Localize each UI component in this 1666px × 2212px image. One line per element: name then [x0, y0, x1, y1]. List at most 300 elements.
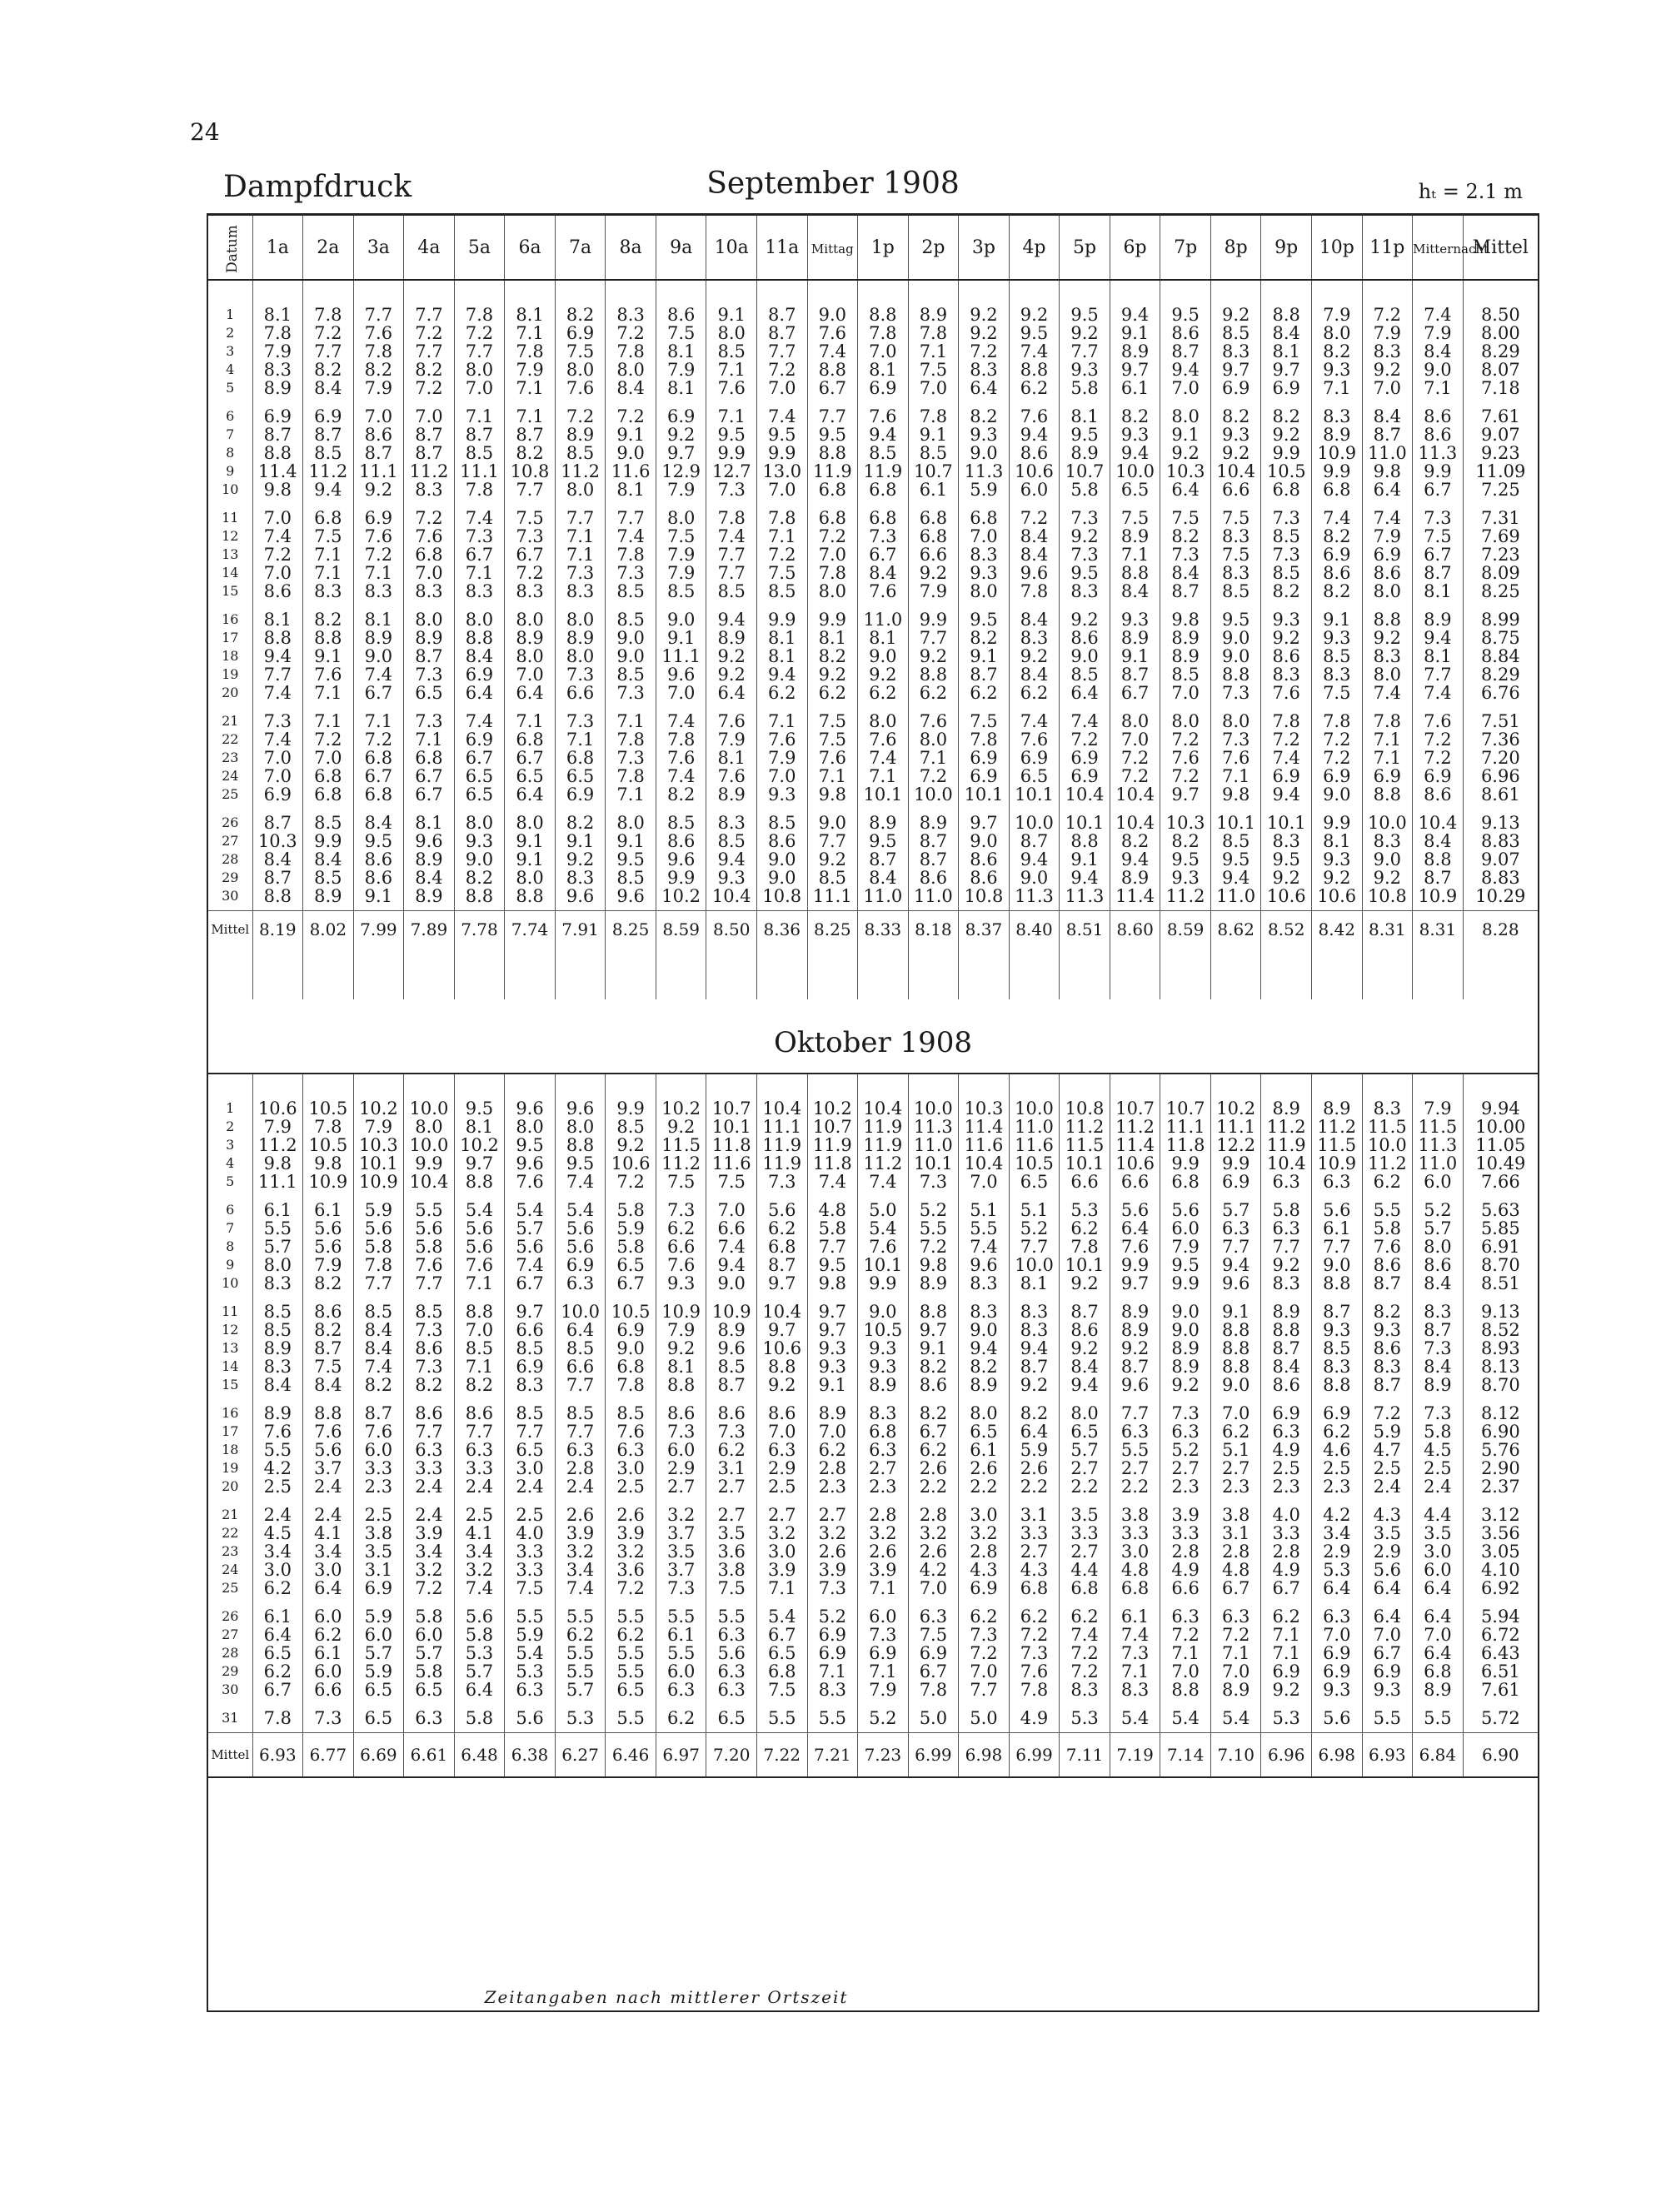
vapor-pressure-value: 8.29: [1480, 665, 1520, 685]
vapor-pressure-value: 8.5: [768, 581, 796, 601]
vapor-pressure-value: 5.6: [1323, 1708, 1351, 1728]
value-cell: [555, 809, 606, 911]
vapor-pressure-value: 8.61: [1480, 785, 1520, 805]
vapor-pressure-value: 7.3: [666, 1578, 696, 1598]
vapor-pressure-value: 8.6: [1171, 323, 1200, 343]
vapor-pressure-value: 11.0: [914, 1135, 953, 1155]
vapor-pressure-value: 8.6: [1424, 785, 1452, 805]
vapor-pressure-value: 11.0: [1367, 443, 1407, 463]
value-cell: [404, 1196, 455, 1298]
vapor-pressure-value: 8.0: [616, 360, 645, 380]
vapor-pressure-value: 8.7: [263, 868, 292, 888]
vapor-pressure-value: 5.9: [1020, 1440, 1049, 1460]
value-cell: [1261, 280, 1312, 402]
vapor-pressure-value: 10.0: [561, 1302, 600, 1322]
column-header: Mittel: [1463, 216, 1538, 280]
vapor-pressure-value: 9.4: [1221, 1255, 1250, 1275]
vapor-pressure-value: 8.6: [1070, 1320, 1099, 1340]
vapor-pressure-value: 3.9: [869, 1560, 897, 1580]
vapor-pressure-value: 10.3: [257, 831, 297, 851]
vapor-pressure-value: 6.43: [1480, 1643, 1520, 1663]
vapor-pressure-value: 11.0: [863, 886, 903, 906]
vapor-pressure-value: 5.9: [364, 1200, 393, 1220]
mittel-value: 7.14: [1160, 1733, 1211, 1777]
mittel-value: 7.22: [756, 1733, 807, 1777]
vapor-pressure-value: 5.5: [263, 1440, 292, 1460]
vapor-pressure-value: 8.3: [516, 581, 544, 601]
vapor-pressure-value: 6.6: [1171, 1578, 1200, 1598]
vapor-pressure-value: 6.8: [1020, 1578, 1049, 1598]
day-number: 26: [222, 815, 239, 830]
vapor-pressure-value: 8.3: [1272, 665, 1300, 685]
vapor-pressure-value: 10.3: [964, 1099, 1004, 1118]
vapor-pressure-value: 5.8: [1373, 1218, 1402, 1238]
vapor-pressure-value: 2.3: [869, 1477, 897, 1497]
vapor-pressure-value: 7.3: [263, 711, 292, 731]
value-cell: [606, 809, 656, 911]
value-cell: [353, 1399, 404, 1501]
vapor-pressure-value: 9.3: [818, 1338, 846, 1358]
value-cell: [404, 707, 455, 809]
vapor-pressure-value: 7.7: [516, 1422, 544, 1442]
value-cell: [606, 402, 656, 504]
vapor-pressure-value: 9.4: [1020, 1338, 1049, 1358]
vapor-pressure-value: 6.7: [1221, 1578, 1250, 1598]
mittel-value: 8.02: [303, 911, 354, 949]
vapor-pressure-value: 9.3: [768, 785, 796, 805]
vapor-pressure-value: 3.3: [516, 1542, 544, 1562]
day-number: 27: [222, 1627, 239, 1642]
vapor-pressure-value: 12.7: [711, 461, 751, 481]
value-cell: [1160, 605, 1211, 707]
vapor-pressure-value: 6.2: [1020, 683, 1049, 703]
vapor-pressure-value: 8.0: [465, 360, 494, 380]
vapor-pressure-value: 8.5: [1221, 831, 1250, 851]
value-cell: [454, 707, 505, 809]
value-cell: [505, 809, 556, 911]
vapor-pressure-value: 7.3: [516, 526, 544, 546]
column-header: 2a: [303, 216, 354, 280]
vapor-pressure-value: 7.6: [869, 730, 897, 750]
vapor-pressure-value: 9.4: [1070, 868, 1099, 888]
vapor-pressure-value: 7.6: [1171, 748, 1200, 768]
vapor-pressure-value: 8.9: [1221, 1680, 1250, 1700]
value-cell: [454, 1196, 505, 1298]
vapor-pressure-value: 7.1: [869, 766, 897, 786]
spacer-cell: [208, 948, 252, 999]
vapor-pressure-value: 8.9: [1120, 628, 1150, 648]
vapor-pressure-value: 6.2: [1373, 1172, 1402, 1192]
vapor-pressure-value: 8.9: [1120, 341, 1150, 361]
vapor-pressure-value: 5.9: [364, 1607, 393, 1627]
value-cell: [656, 1704, 706, 1733]
vapor-pressure-value: 9.6: [717, 1338, 746, 1358]
spacer-cell: [1060, 948, 1110, 999]
vapor-pressure-value: 5.2: [869, 1708, 897, 1728]
vapor-pressure-value: 7.6: [768, 730, 796, 750]
vapor-pressure-value: 6.4: [1323, 1578, 1351, 1598]
spacer-cell: [706, 948, 757, 999]
vapor-pressure-value: 8.4: [1020, 545, 1049, 565]
value-cell: [1009, 1298, 1060, 1399]
value-cell: [1463, 402, 1538, 504]
row-group: [208, 1196, 1538, 1298]
vapor-pressure-value: 8.7: [1070, 1302, 1099, 1322]
vapor-pressure-value: 7.7: [364, 305, 393, 325]
vapor-pressure-value: 3.8: [717, 1560, 746, 1580]
vapor-pressure-value: 9.2: [364, 480, 393, 500]
vapor-pressure-value: 2.2: [919, 1477, 948, 1497]
spacer-row: [208, 948, 1538, 999]
vapor-pressure-value: 8.8: [263, 886, 292, 906]
vapor-pressure-value: 6.9: [1373, 766, 1402, 786]
column-header: 11p: [1362, 216, 1413, 280]
mittel-value: 8.25: [606, 911, 656, 949]
vapor-pressure-value: 4.3: [1373, 1505, 1402, 1525]
vapor-pressure-value: 6.2: [666, 1708, 696, 1728]
day-number: 4: [226, 361, 235, 377]
vapor-pressure-value: 6.9: [1221, 378, 1250, 398]
vapor-pressure-value: 10.4: [1115, 813, 1155, 833]
vapor-pressure-value: 10.9: [711, 1302, 751, 1322]
vapor-pressure-value: 11.2: [308, 461, 348, 481]
vapor-pressure-value: 9.0: [970, 443, 998, 463]
vapor-pressure-value: 8.3: [1020, 628, 1049, 648]
vapor-pressure-value: 7.1: [465, 406, 494, 426]
footer-area: [208, 1776, 1538, 1878]
vapor-pressure-value: 8.2: [1323, 341, 1351, 361]
vapor-pressure-value: 8.75: [1480, 628, 1520, 648]
mittel-value: 6.38: [505, 1733, 556, 1777]
vapor-pressure-value: 9.2: [1171, 443, 1200, 463]
day-number: 28: [222, 851, 239, 867]
value-cell: [1160, 504, 1211, 605]
vapor-pressure-value: 6.6: [566, 1357, 595, 1377]
vapor-pressure-value: 7.3: [1424, 508, 1452, 528]
vapor-pressure-value: 10.5: [863, 1320, 903, 1340]
value-cell: [1060, 605, 1110, 707]
vapor-pressure-value: 9.1: [516, 849, 544, 869]
vapor-pressure-value: 8.0: [465, 610, 494, 630]
value-cell: [454, 504, 505, 605]
vapor-pressure-value: 9.0: [818, 305, 846, 325]
vapor-pressure-value: 3.8: [364, 1523, 393, 1543]
vapor-pressure-value: 9.6: [566, 1099, 595, 1118]
vapor-pressure-value: 3.0: [1120, 1542, 1150, 1562]
value-cell: [908, 1602, 959, 1704]
value-cell: [1261, 1298, 1312, 1399]
vapor-pressure-value: 8.7: [768, 1255, 796, 1275]
vapor-pressure-value: 8.7: [768, 305, 796, 325]
value-cell: [1160, 707, 1211, 809]
day-number: 13: [222, 1340, 239, 1356]
vapor-pressure-value: 9.7: [818, 1320, 846, 1340]
vapor-pressure-value: 7.4: [364, 665, 393, 685]
value-cell: [1060, 504, 1110, 605]
vapor-pressure-value: 4.8: [1120, 1560, 1150, 1580]
vapor-pressure-value: 9.8: [818, 1273, 846, 1293]
vapor-pressure-value: 7.8: [919, 406, 948, 426]
value-cell: [555, 280, 606, 402]
vapor-pressure-value: 6.8: [919, 508, 948, 528]
vapor-pressure-value: 7.0: [869, 341, 897, 361]
vapor-pressure-value: 8.6: [1373, 1255, 1402, 1275]
vapor-pressure-value: 9.4: [1070, 1375, 1099, 1395]
vapor-pressure-value: 10.0: [1015, 813, 1054, 833]
vapor-pressure-value: 9.2: [717, 665, 746, 685]
vapor-pressure-value: 5.7: [1424, 1218, 1452, 1238]
vapor-pressure-value: 8.1: [818, 628, 846, 648]
value-cell: [959, 1704, 1010, 1733]
value-cell: [1110, 1602, 1160, 1704]
vapor-pressure-value: 6.4: [465, 1680, 494, 1700]
value-cell: [858, 280, 909, 402]
vapor-pressure-value: 5.6: [465, 1237, 494, 1257]
vapor-pressure-value: 8.4: [314, 1375, 342, 1395]
vapor-pressure-value: 7.1: [1171, 1643, 1200, 1663]
vapor-pressure-value: 6.7: [869, 545, 897, 565]
value-cell: [555, 504, 606, 605]
vapor-pressure-value: 5.7: [1221, 1200, 1250, 1220]
vapor-pressure-value: 7.2: [1020, 1625, 1049, 1645]
vapor-pressure-value: 9.6: [666, 849, 696, 869]
vapor-pressure-value: 6.8: [364, 748, 393, 768]
vapor-pressure-value: 8.2: [1373, 1302, 1402, 1322]
vapor-pressure-value: 7.0: [970, 526, 998, 546]
vapor-pressure-value: 5.7: [364, 1643, 393, 1663]
vapor-pressure-value: 3.12: [1480, 1505, 1520, 1525]
vapor-pressure-value: 9.2: [1373, 628, 1402, 648]
vapor-pressure-value: 7.9: [1373, 323, 1402, 343]
value-cell: [1463, 1298, 1538, 1399]
vapor-pressure-value: 6.2: [666, 1218, 696, 1238]
day-number: 31: [222, 1710, 239, 1726]
vapor-pressure-value: 4.8: [1221, 1560, 1250, 1580]
vapor-pressure-value: 6.2: [1020, 1607, 1049, 1627]
vapor-pressure-value: 8.9: [1272, 1099, 1300, 1118]
vapor-pressure-value: 7.5: [1221, 545, 1250, 565]
value-cell: [807, 605, 858, 707]
value-cell: [353, 707, 404, 809]
vapor-pressure-value: 6.0: [415, 1625, 443, 1645]
mittel-value: 8.18: [908, 911, 959, 949]
vapor-pressure-value: 8.50: [1480, 305, 1520, 325]
vapor-pressure-value: 8.2: [465, 1375, 494, 1395]
vapor-pressure-value: 7.2: [1272, 730, 1300, 750]
vapor-pressure-value: 7.4: [1373, 508, 1402, 528]
mittel-value: 8.37: [959, 911, 1010, 949]
vapor-pressure-value: 2.4: [465, 1477, 494, 1497]
vapor-pressure-value: 9.3: [1323, 1320, 1351, 1340]
vapor-pressure-value: 8.9: [717, 628, 746, 648]
vapor-pressure-value: 7.6: [1373, 1237, 1402, 1257]
vapor-pressure-value: 9.4: [1020, 849, 1049, 869]
value-cell: [505, 280, 556, 402]
value-cell: [1210, 1196, 1261, 1298]
vapor-pressure-value: 8.3: [1272, 831, 1300, 851]
vapor-pressure-value: 9.6: [516, 1099, 544, 1118]
vapor-pressure-value: 2.6: [566, 1505, 595, 1525]
vapor-pressure-value: 9.2: [1373, 868, 1402, 888]
vapor-pressure-value: 9.2: [919, 646, 948, 666]
vapor-pressure-value: 7.5: [666, 1172, 696, 1192]
day-number: 18: [222, 1442, 239, 1457]
vapor-pressure-value: 10.4: [1266, 1153, 1306, 1173]
day-number: 25: [222, 786, 239, 802]
vapor-pressure-value: 8.9: [919, 305, 948, 325]
vapor-pressure-value: 7.5: [516, 1578, 544, 1598]
vapor-pressure-value: 6.2: [768, 683, 796, 703]
vapor-pressure-value: 10.4: [711, 886, 751, 906]
vapor-pressure-value: 5.8: [818, 1218, 846, 1238]
vapor-pressure-value: 6.8: [314, 766, 342, 786]
vapor-pressure-value: 8.7: [1020, 1357, 1049, 1377]
vapor-pressure-value: 7.4: [465, 711, 494, 731]
vapor-pressure-value: 5.4: [1171, 1708, 1200, 1728]
vapor-pressure-value: 8.3: [1221, 563, 1250, 583]
vapor-pressure-value: 8.5: [616, 665, 645, 685]
vapor-pressure-value: 5.72: [1480, 1708, 1520, 1728]
value-cell: [1210, 280, 1261, 402]
vapor-pressure-value: 10.3: [1165, 461, 1205, 481]
day-number: 17: [222, 630, 239, 645]
vapor-pressure-value: 2.2: [970, 1477, 998, 1497]
day-number: 24: [222, 1562, 239, 1577]
station-height-note: hₜ = 2.1 m: [1418, 180, 1523, 203]
spacer-cell: [505, 948, 556, 999]
vapor-pressure-value: 3.3: [1070, 1523, 1099, 1543]
day-number: 19: [222, 666, 239, 682]
vapor-pressure-value: 8.0: [919, 730, 948, 750]
vapor-pressure-value: 8.0: [516, 646, 544, 666]
vapor-pressure-value: 5.3: [465, 1643, 494, 1663]
vapor-pressure-value: 8.83: [1480, 868, 1520, 888]
vapor-pressure-value: 8.3: [970, 360, 998, 380]
vapor-pressure-value: 7.61: [1480, 1680, 1520, 1700]
vapor-pressure-value: 6.51: [1480, 1661, 1520, 1681]
vapor-pressure-value: 8.0: [516, 868, 544, 888]
day-number: 23: [222, 750, 239, 765]
mittel-value: 8.31: [1362, 911, 1413, 949]
vapor-pressure-value: 6.8: [768, 1661, 796, 1681]
day-number: 30: [222, 1681, 239, 1697]
vapor-pressure-value: 5.5: [1373, 1708, 1402, 1728]
mittel-value: 6.99: [1009, 1733, 1060, 1777]
value-cell: [1160, 1602, 1211, 1704]
vapor-pressure-value: 8.3: [1373, 1357, 1402, 1377]
vapor-pressure-value: 8.5: [717, 831, 746, 851]
vapor-pressure-value: 7.1: [1323, 378, 1351, 398]
vapor-pressure-value: 6.2: [919, 683, 948, 703]
vapor-pressure-value: 10.1: [863, 785, 903, 805]
vapor-pressure-value: 4.10: [1480, 1560, 1520, 1580]
vapor-pressure-value: 9.2: [1272, 1255, 1300, 1275]
vapor-pressure-value: 7.6: [717, 378, 746, 398]
vapor-pressure-value: 7.7: [1424, 665, 1452, 685]
value-cell: [807, 280, 858, 402]
vapor-pressure-value: 8.9: [869, 1375, 897, 1395]
vapor-pressure-value: 6.2: [1020, 378, 1049, 398]
value-cell: [505, 402, 556, 504]
vapor-pressure-value: 10.6: [1115, 1153, 1155, 1173]
vapor-pressure-value: 8.1: [666, 1357, 696, 1377]
column-header: 3p: [959, 216, 1010, 280]
vapor-pressure-value: 7.1: [1424, 378, 1452, 398]
vapor-pressure-value: 6.9: [1221, 1172, 1250, 1192]
vapor-pressure-value: 3.3: [1171, 1523, 1200, 1543]
vapor-pressure-value: 9.9: [818, 610, 846, 630]
vapor-pressure-value: 3.3: [364, 1458, 393, 1478]
value-cell: [1261, 1704, 1312, 1733]
vapor-pressure-value: 6.3: [869, 1440, 897, 1460]
vapor-pressure-value: 7.0: [516, 665, 544, 685]
vapor-pressure-value: 9.1: [919, 425, 948, 445]
column-header: 9p: [1261, 216, 1312, 280]
value-cell: [606, 1298, 656, 1399]
vapor-pressure-value: 7.2: [970, 1643, 998, 1663]
vapor-pressure-value: 5.6: [768, 1200, 796, 1220]
value-cell: [555, 1704, 606, 1733]
day-number-cell: [208, 280, 252, 402]
vapor-pressure-value: 7.8: [364, 1255, 393, 1275]
vapor-pressure-value: 8.3: [1424, 1302, 1452, 1322]
vapor-pressure-value: 7.3: [1424, 1338, 1452, 1358]
vapor-pressure-value: 9.4: [717, 1255, 746, 1275]
column-header: 6p: [1110, 216, 1160, 280]
vapor-pressure-value: 6.9: [666, 406, 696, 426]
vapor-pressure-value: 10.9: [1317, 443, 1357, 463]
vapor-pressure-value: 7.7: [465, 341, 494, 361]
vapor-pressure-value: 7.8: [616, 730, 645, 750]
vapor-pressure-value: 5.9: [616, 1218, 645, 1238]
vapor-pressure-value: 9.9: [1272, 443, 1300, 463]
vapor-pressure-value: 9.1: [818, 1375, 846, 1395]
vapor-pressure-value: 2.3: [1272, 1477, 1300, 1497]
vapor-pressure-value: 6.1: [1120, 1607, 1150, 1627]
vapor-pressure-value: 7.2: [364, 730, 393, 750]
vapor-pressure-value: 9.2: [869, 665, 897, 685]
vapor-pressure-value: 8.5: [616, 1403, 645, 1423]
value-cell: [656, 280, 706, 402]
vapor-pressure-value: 8.3: [516, 1375, 544, 1395]
vapor-pressure-value: 6.6: [1120, 1172, 1150, 1192]
vapor-pressure-value: 8.84: [1480, 646, 1520, 666]
value-cell: [505, 1602, 556, 1704]
vapor-pressure-value: 5.3: [1070, 1708, 1099, 1728]
vapor-pressure-value: 7.8: [919, 1680, 948, 1700]
vapor-pressure-value: 7.8: [616, 766, 645, 786]
vapor-pressure-value: 8.0: [1221, 711, 1250, 731]
vapor-pressure-value: 5.6: [1323, 1200, 1351, 1220]
value-cell: [756, 605, 807, 707]
vapor-pressure-value: 7.9: [1171, 1237, 1200, 1257]
vapor-pressure-value: 11.0: [863, 610, 903, 630]
vapor-pressure-value: 7.3: [666, 1200, 696, 1220]
vapor-pressure-value: 8.8: [263, 443, 292, 463]
vapor-pressure-value: 8.2: [465, 868, 494, 888]
value-cell: [908, 402, 959, 504]
vapor-pressure-value: 7.8: [516, 341, 544, 361]
vapor-pressure-value: 3.2: [919, 1523, 948, 1543]
spacer-cell: [1362, 948, 1413, 999]
vapor-pressure-value: 3.2: [566, 1542, 595, 1562]
value-cell: [1110, 402, 1160, 504]
vapor-pressure-value: 6.2: [616, 1625, 645, 1645]
vapor-pressure-value: 2.8: [1171, 1542, 1200, 1562]
vapor-pressure-value: 7.5: [314, 526, 342, 546]
vapor-pressure-value: 8.5: [314, 813, 342, 833]
vapor-pressure-value: 8.09: [1480, 563, 1520, 583]
